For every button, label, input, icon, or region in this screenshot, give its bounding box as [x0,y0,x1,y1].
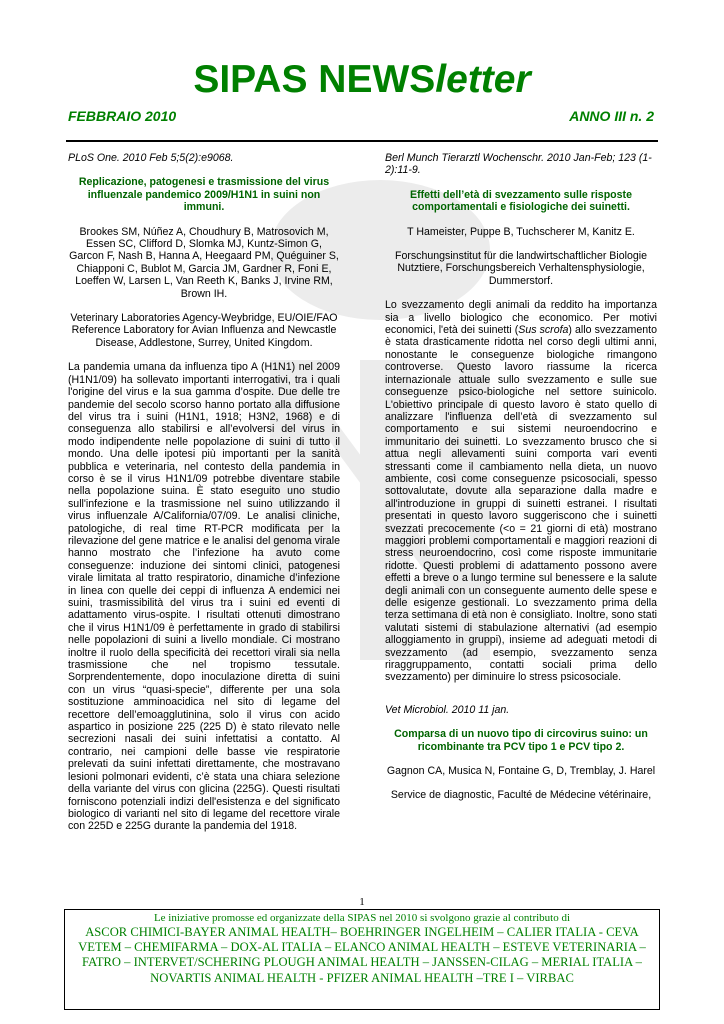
page-number: 1 [359,896,365,908]
issue-date: FEBBRAIO 2010 [68,108,177,124]
header-divider [66,140,658,142]
article-authors: T Hameister, Puppe B, Tuchscherer M, Kanitz E. [407,225,635,238]
issue-number: ANNO III n. 2 [569,108,654,124]
article-authors: Gagnon CA, Musica N, Fontaine G, D, Tremblay, J. Harel [386,765,656,778]
newsletter-title: SIPAS NEWSletter [193,58,531,101]
article-abstract: La pandemia umana da influenza tipo A (H1N1) nel 2009 (H1N1/09) ha sollevato importanti interrogativi, tra i quali l'origine del virus e la sua gamma d’ospite. Due delle tre pandemie del secolo scorso hanno portato alla diffusione del virus tra i suini (H1N1, 1918; H3N2, 1968) e di conseguenza allo stabilirsi e all’evolversi del virus in modo indipendente nelle popolazione di suini di tutto il mondo. Una delle ipotesi più importanti per la sanità pubblica e veterinaria, nel contesto della pandemia in corso è se il virus H1N1/09 potrebbe diventare stabile nella popolazione suina. È stato eseguito uno studio sull'infezione e la trasmissione nel suino utilizzando il virus influenzale A/California/07/09. Le analisi cliniche, patologiche, di real time RT-PCR modificata per la rilevazione del gene matrice e le analisi del genoma virale hanno mostrato che l’infezione ha avuto come conseguenze: induzione dei sintomi clinici, patogenesi virale limitata al tratto respiratorio, dinamiche d’infezione in linea con quelle dei ceppi di influenza A endemici nei suini, trasmissibilità del virus tra i suini ed eventi di adattamento virus-ospite. I risultati ottenuti dimostrano che il virus H1N1/09 è perfettamente in grado di stabilirsi nelle popolazioni di suini a livello mondiale. Ci mostrano inoltre il ruolo della specificità dei recettori virali sia nella trasmissione che nel tropismo tessutale. Sorprendentemente, dopo inoculazione diretta di suini con un virus “quasi-specie”, differente per una sola sostituzione amminoacidica nel sito di legame del recettore dell’emoagglutinina, solo il virus con acido aspartico in posizione 225 (225 D) è stato rilevato nelle secrezioni nasali dei suini infettatisi a contatto. Al contrario, nei campioni delle basse vie respiratorie prelevati da suini infettati direttamente, che mostravano lesioni polmonari evidenti, c’è stata una chiara selezione della variante del virus con glicina (225G). Questi risultati forniscono potenziali indizi dell'esistenza e del significato biologico di varianti nel sito di legame del recettore virale con 225D e 225G durante la pandemia del 1918. [68,361,340,833]
sponsor-box [64,909,660,1010]
article-title: Replicazione, patogenesi e trasmissione del virus influenzale pandemico 2009/H1N1 in suini non immuni. [78,176,330,214]
article-citation: Berl Munch Tierarztl Wochenschr. 2010 Jan-Feb; 123 (1-2):11-9. [385,152,652,177]
article-title: Effetti dell’età di svezzamento sulle risposte comportamentali e fisiologiche dei suinetti. [410,188,632,214]
article-affiliation: Service de diagnostic, Faculté de Médecine vétérinaire, [390,789,652,802]
article-title: Comparsa di un nuovo tipo di circovirus suino: un ricombinante tra PCV tipo 1 e PCV tipo 2. [394,728,648,753]
species-name: Sus scrofa [518,324,569,337]
left-column [68,152,340,845]
right-column [385,152,657,814]
article-affiliation: Veterinary Laboratories Agency-Weybridge, EU/OIE/FAO Reference Laboratory for Avian Influenza and Newcastle Disease, Addlestone, Surrey, United Kingdom. [70,312,338,349]
article-abstract: Lo svezzamento degli animali da reddito ha importanza sia a livello biologico che economico. Per motivi economici, l'età dei suinetti (Sus scrofa) allo svezzamento è stata drasticamente ridotta nel corso degli ultimi anni, nonostante le conseguenze biologiche rimangono controverse. Questo lavoro riassume la ricerca internazionale attuale sullo svezzamento e sulle sue conseguenze psico-biologiche nel settore suinicolo. L'obiettivo principale di questo lavoro è stato quello di analizzare l'influenza dell’età di svezzamento sul comportamento e sui sistemi neuroendocrino e immunitario dei suinetti. Lo svezzamento brusco che si attua negli allevamenti suini comporta vari eventi stressanti come il cambiamento nella dieta, un nuovo ambiente, così come conseguenze psicosociali, spesso sottovalutate, dovute alla separazione dalla madre e all'introduzione in gruppi di suinetti estranei. I risultati presentati in questo lavoro suggeriscono che i suinetti svezzati precocemente (<o = 21 giorni di età) mostrano maggiori problemi comportamentali e maggiori reazioni di stress neuroendocrino, così come risposte immunitarie ridotte. Questi problemi di adattamento possono avere effetti a breve o a lungo termine sul benessere e la salute degli animali con un conseguente aumento delle spese e delle esigenze gestionali. Lo svezzamento prima della terza settimana di età non è consigliato. Inoltre, sono stati valutati sistemi di stabulazione alternativi (ad esempio alloggiamento in gruppi), insieme ad adeguati metodi di svezzamento (ad esempio, svezzamento senza riraggruppamento, contatti sociali prima dello svezzamento) per diminuire lo stress psicosociale. [385,299,657,684]
masthead [0,58,724,102]
article-citation: Vet Microbiol. 2010 11 jan. [385,703,510,716]
article-citation: PLoS One. 2010 Feb 5;5(2):e9068. [68,152,234,164]
article-authors: Brookes SM, Núñez A, Choudhury B, Matrosovich M, Essen SC, Clifford D, Slomka MJ, Kuntz-Simon G, Garcon F, Nash B, Hanna A, Heegaard PM, Quéguiner S, Chiapponi C, Bublot M, Garcia JM, Gardner R, Foni E, Loeffen W, Larsen L, Van Reeth K, Banks J, Irvine RM, Brown IH. [69,225,339,300]
sponsor-list: ASCOR CHIMICI-BAYER ANIMAL HEALTH– BOEHRINGER INGELHEIM – CALIER ITALIA - CEVA VETEM – CHEMIFARMA – DOX-AL ITALIA – ELANCO ANIMAL HEALTH – ESTEVE VETERINARIA – FATRO – INTERVET/SCHERING PLOUGH ANIMAL HEALTH – JANSSEN-CILAG – MERIAL ITALIA – NOVARTIS ANIMAL HEALTH - PFIZER ANIMAL HEALTH –TRE I – VIRBAC [78,925,646,985]
sponsor-intro: Le iniziative promosse ed organizzate della SIPAS nel 2010 si svolgono grazie al contributo di [153,912,571,924]
article-affiliation: Forschungsinstitut für die landwirtschaftlicher Biologie Nutztiere, Forschungsbereich Verhaltensphysiologie, Dummerstorf. [394,250,647,287]
